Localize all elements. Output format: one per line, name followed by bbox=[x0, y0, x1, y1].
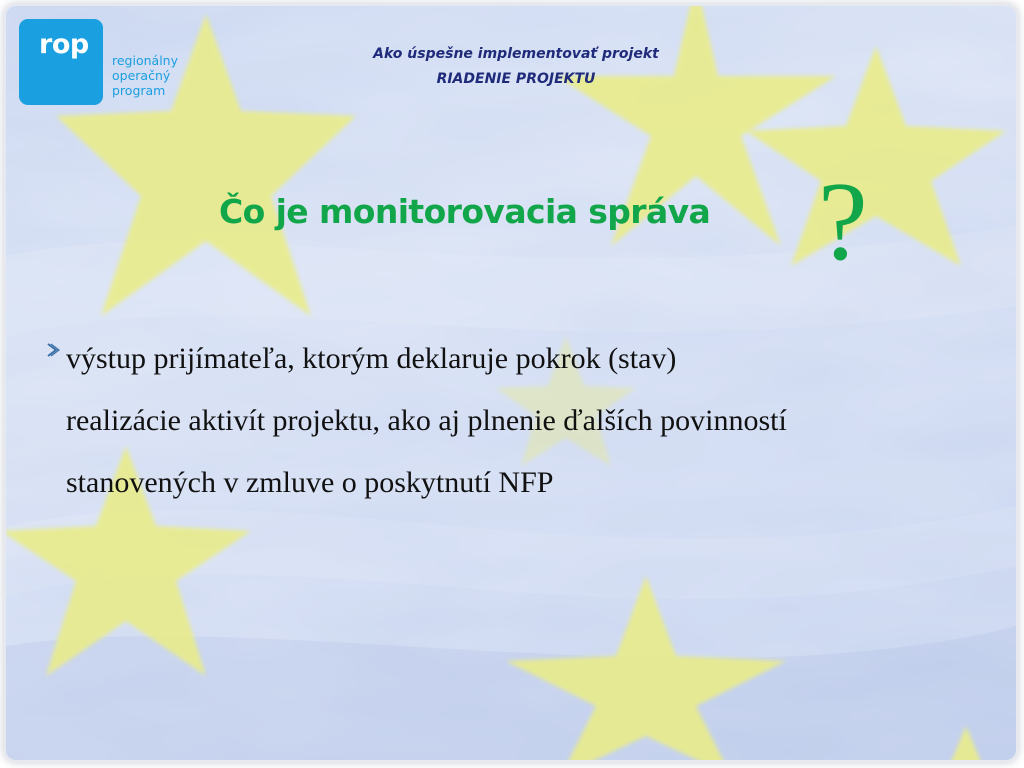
header-section: RIADENIE PROJEKTU bbox=[436, 71, 596, 87]
question-mark: ? bbox=[818, 160, 868, 284]
slide-header bbox=[256, 42, 776, 92]
bullet-arrow-icon bbox=[46, 343, 60, 357]
logo-text bbox=[112, 53, 178, 98]
logo-mark: rop bbox=[39, 29, 89, 60]
rop-logo bbox=[19, 19, 103, 105]
bullet-line: stanovených v zmluve o poskytnutí NFP bbox=[66, 466, 554, 499]
logo-line: regionálny bbox=[112, 53, 178, 68]
bullet-line: realizácie aktivít projektu, ako aj plnenie ďalších povinností bbox=[66, 404, 787, 437]
slide bbox=[6, 6, 1016, 760]
logo-line: operačný bbox=[112, 68, 171, 83]
header-subtitle: Ako úspešne implementovať projekt bbox=[373, 46, 659, 62]
logo-line: program bbox=[112, 83, 166, 98]
slide-title: Čo je monitorovacia správa bbox=[219, 192, 711, 231]
bullet-line: výstup prijímateľa, ktorým deklaruje pokrok (stav) bbox=[66, 342, 677, 375]
bullet-item bbox=[66, 328, 996, 514]
